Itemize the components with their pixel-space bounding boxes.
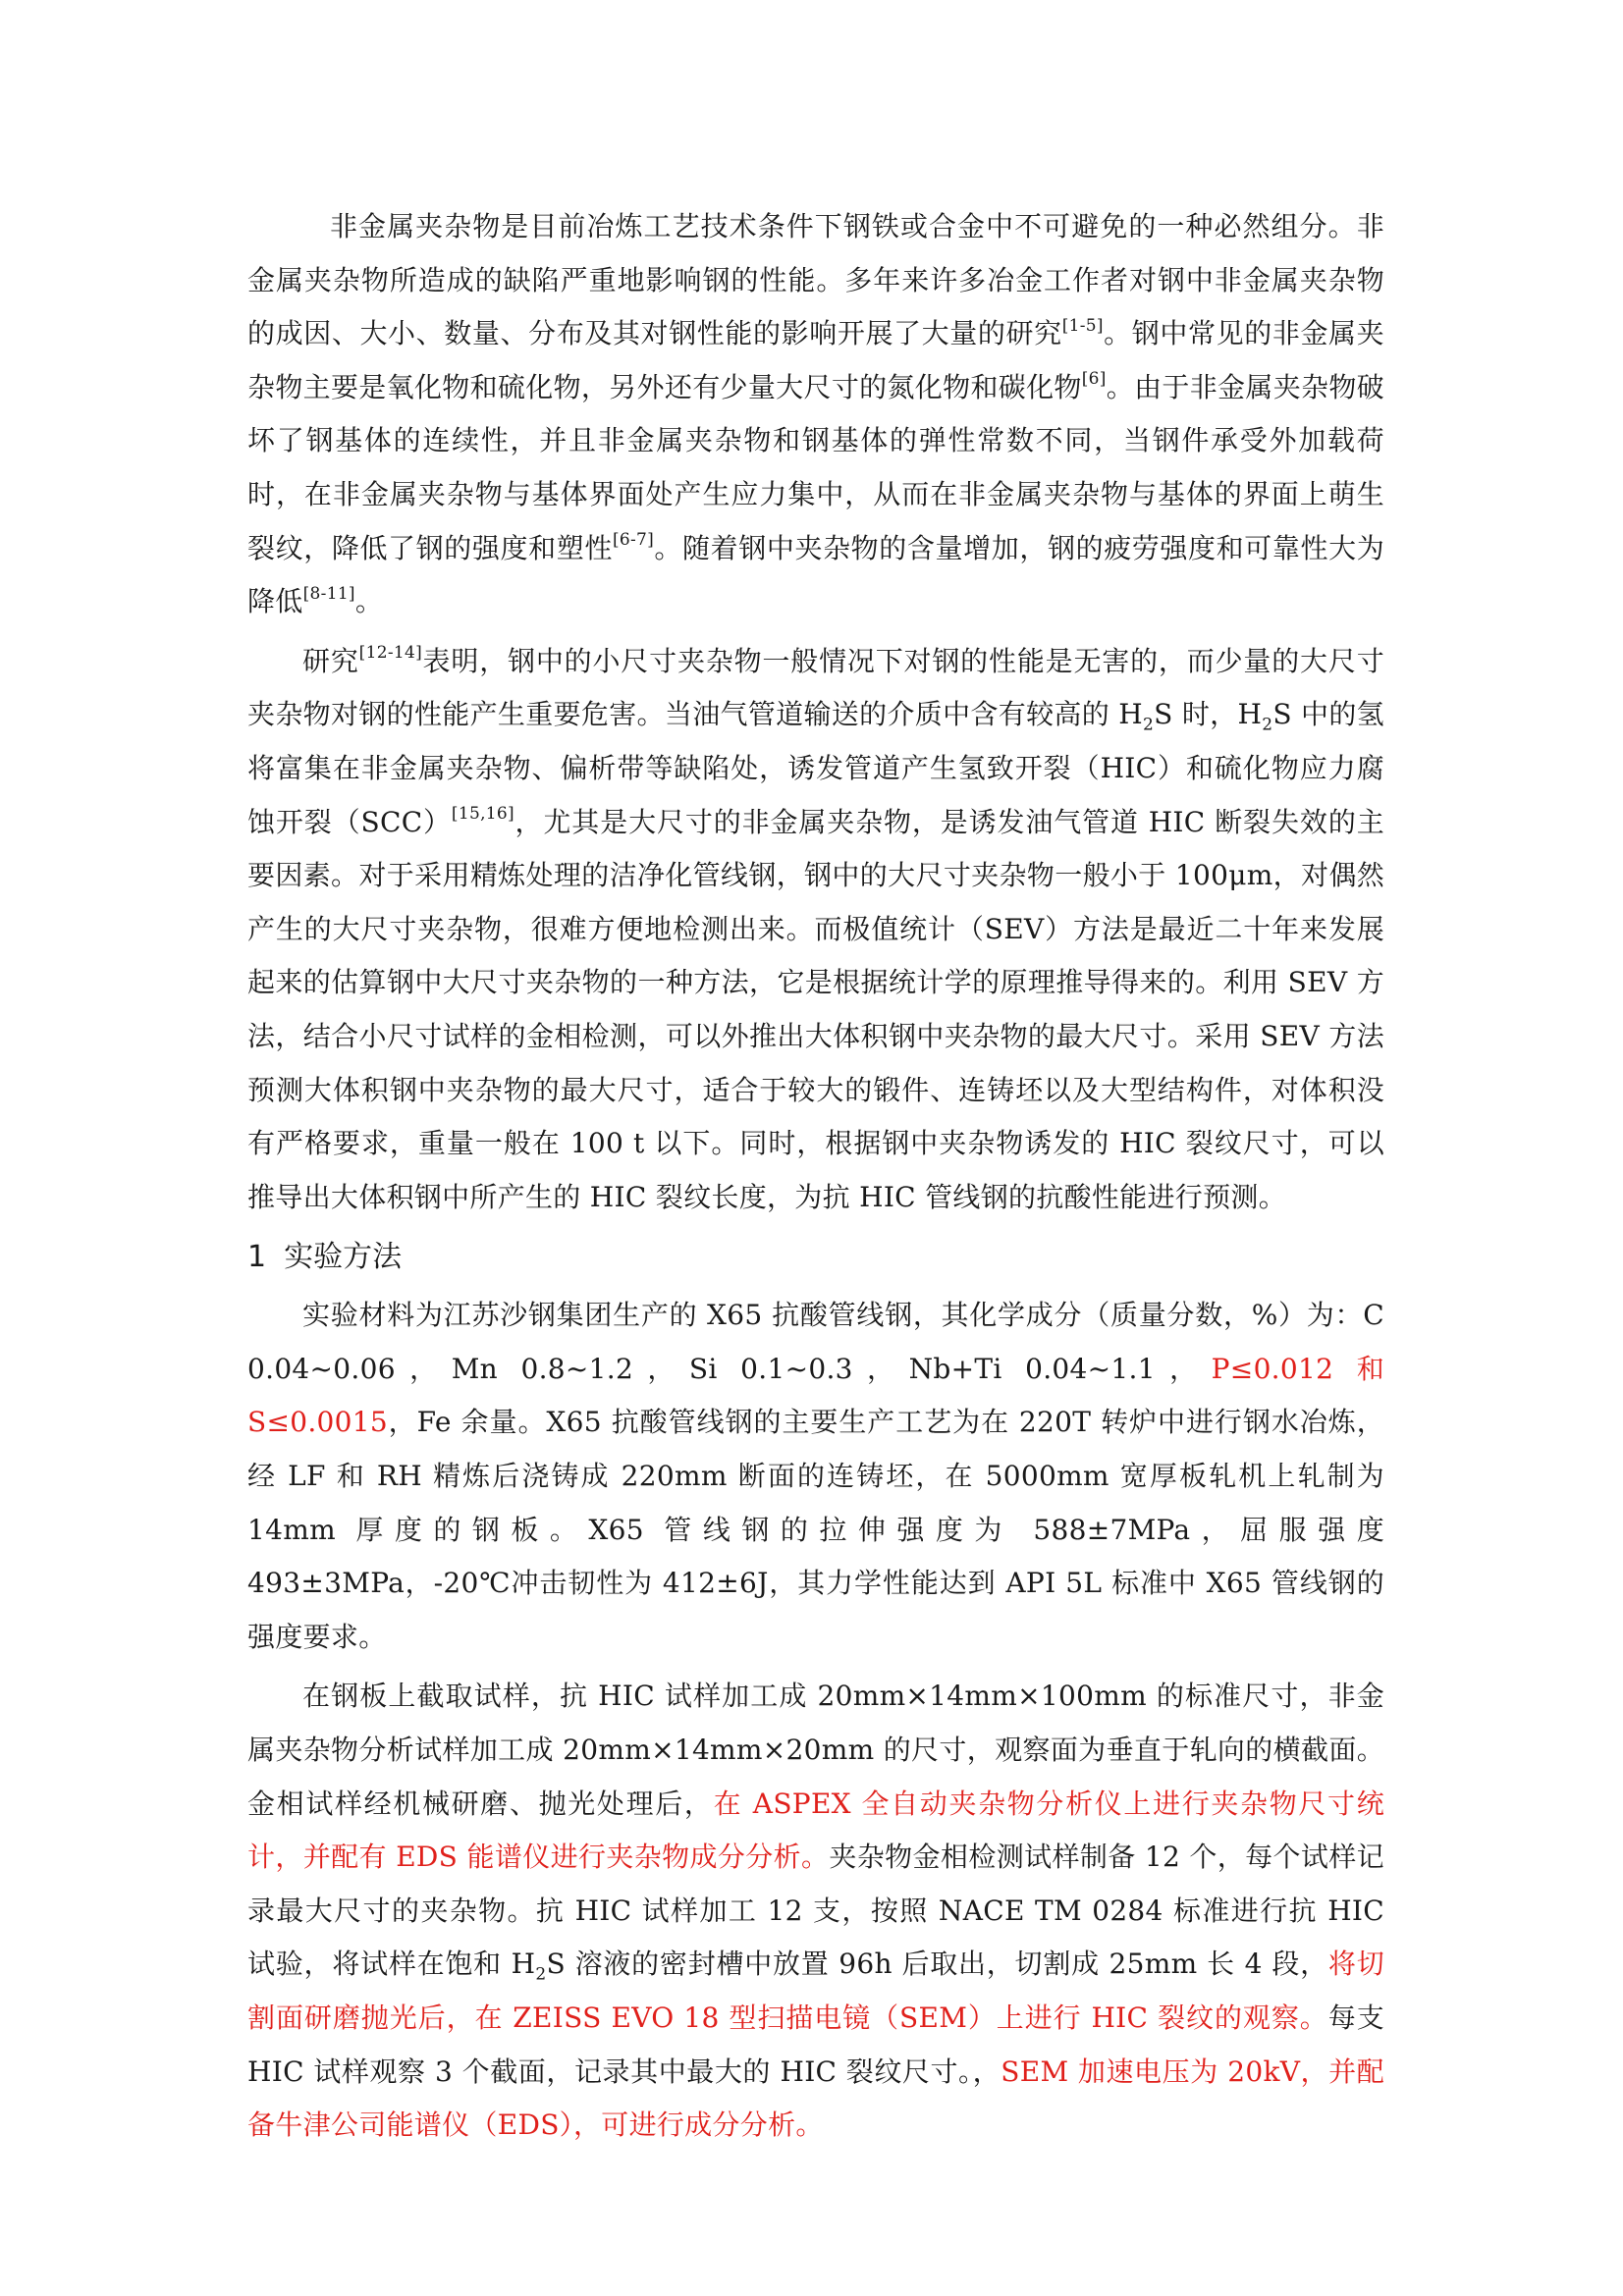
paragraph-specimens bbox=[247, 1670, 1384, 2152]
citation-ref: [12-14] bbox=[358, 643, 423, 664]
paragraph-research-sev bbox=[247, 635, 1384, 1225]
text-run: 。由于非金属夹杂物破坏了钢基体的连续性，并且非金属夹杂物和钢基体的弹性常数不同，当钢件承受外加载荷时，在非金属夹杂物与基体界面处产生应力集中，从而在非金属夹杂物与基体的界面上萌生裂纹，降低了钢的强度和塑性 bbox=[247, 370, 1384, 564]
citation-ref: [6-7] bbox=[612, 530, 655, 551]
citation-ref: [15,16] bbox=[451, 804, 514, 825]
text-run: 每支 HIC 试样观察 3 个截面，记录其中最大的 HIC 裂纹尺寸。， bbox=[247, 2002, 1384, 2088]
text-run: S 溶液的密封槽中放置 96h 后取出，切割成 25mm 长 4 段， bbox=[546, 1948, 1328, 1981]
citation-ref: [6] bbox=[1081, 369, 1107, 390]
section-title: 实验方法 bbox=[284, 1240, 403, 1275]
paragraph-materials bbox=[247, 1289, 1384, 1664]
text-run: 实验材料为江苏沙钢集团生产的 X65 抗酸管线钢，其化学成分（质量分数，%）为：C 0.04~0.06，Mn 0.8~1.2，Si 0.1~0.3，Nb+Ti 0.04~1.1， bbox=[247, 1299, 1384, 1385]
text-run: 非金属夹杂物是目前冶炼工艺技术条件下钢铁或合金中不可避免的一种必然组分。非金属夹杂物所造成的缺陷严重地影响钢的性能。多年来许多冶金工作者对钢中非金属夹杂物的成因、大小、数量、分布及其对钢性能的影响开展了大量的研究 bbox=[247, 210, 1384, 350]
subscript: 2 bbox=[1262, 715, 1273, 735]
text-run: ，尤其是大尺寸的非金属夹杂物，是诱发油气管道 HIC 断裂失效的主要因素。对于采用精炼处理的洁净化管线钢，钢中的大尺寸夹杂物一般小于 100μm，对偶然产生的大尺寸夹杂物，很难方便地检测出来。而极值统计（SEV）方法是最近二十年来发展起来的估算钢中大尺寸夹杂物的一种方法，它是根据统计学的原理推导得来的。利用 SEV 方法，结合小尺寸试样的金相检测，可以外推出大体积钢中夹杂物的最大尺寸。采用 SEV 方法预测大体积钢中夹杂物的最大尺寸，适合于较大的锻件、连铸坯以及大型结构件，对体积没有严格要求，重量一般在 100 t 以下。同时，根据钢中夹杂物诱发的 HIC 裂纹尺寸，可以推导出大体积钢中所产生的 HIC 裂纹长度，为抗 HIC 管线钢的抗酸性能进行预测。 bbox=[247, 805, 1384, 1213]
text-run: 。 bbox=[354, 585, 384, 618]
document-page bbox=[247, 200, 1384, 2159]
subscript: 2 bbox=[535, 1965, 547, 1985]
citation-ref: [8-11] bbox=[302, 583, 355, 604]
text-run: 在钢板上截取试样，抗 HIC 试样加工成 20mm×14mm×100mm 的标准尺寸，非金属夹杂物分析试样加工成 20mm×14mm×20mm 的尺寸，观察面为垂直于轧向的横截面。金相试样经机械研磨、抛光处理后， bbox=[247, 1680, 1384, 1820]
highlighted-text: SEM 加速电压为 20kV，并配备牛津公司能谱仪（EDS），可进行成分分析。 bbox=[247, 2055, 1384, 2142]
citation-ref: [1-5] bbox=[1061, 315, 1104, 336]
text-run: 。钢中常见的非金属夹杂物主要是氧化物和硫化物，另外还有少量大尺寸的氮化物和碳化物 bbox=[247, 317, 1384, 403]
text-run: 夹杂物金相检测试样制备 12 个，每个试样记录最大尺寸的夹杂物。抗 HIC 试样加工 12 支，按照 NACE TM 0284 标准进行抗 HIC 试验，将试样在饱和 H bbox=[247, 1841, 1384, 1981]
subscript: 2 bbox=[1143, 715, 1155, 735]
section-heading-methods bbox=[247, 1230, 1384, 1285]
section-number: 1 bbox=[247, 1240, 267, 1275]
paragraph-intro-inclusions bbox=[247, 200, 1384, 629]
text-run: 。随着钢中夹杂物的含量增加，钢的疲劳强度和可靠性大为降低 bbox=[247, 531, 1384, 618]
text-run: S 时，H bbox=[1154, 698, 1263, 731]
highlighted-text: 将切割面研磨抛光后，在 ZEISS EVO 18 型扫描电镜（SEM）上进行 HIC 裂纹的观察。 bbox=[247, 1948, 1384, 2034]
text-run: S 中的氢将富集在非金属夹杂物、偏析带等缺陷处，诱发管道产生氢致开裂（HIC）和硫化物应力腐蚀开裂（SCC） bbox=[247, 698, 1384, 838]
highlighted-text: P≤0.012 和 S≤0.0015 bbox=[247, 1352, 1385, 1439]
highlighted-text: 在 ASPEX 全自动夹杂物分析仪上进行夹杂物尺寸统计，并配有 EDS 能谱仪进行夹杂物成分分析。 bbox=[247, 1787, 1385, 1874]
text-run: ，Fe 余量。X65 抗酸管线钢的主要生产工艺为在 220T 转炉中进行钢水冶炼，经 LF 和 RH 精炼后浇铸成 220mm 断面的连铸坯，在 5000mm 宽厚板轧机上轧制为 14mm 厚度的钢板。X65 管线钢的拉伸强度为 588±7MPa，屈服强度 493±3MPa，-20℃冲击韧性为 412±6J，其力学性能达到 API 5L 标准中 X65 管线钢的强度要求。 bbox=[247, 1406, 1384, 1653]
text-run: 表明，钢中的小尺寸夹杂物一般情况下对钢的性能是无害的，而少量的大尺寸夹杂物对钢的性能产生重要危害。当油气管道输送的介质中含有较高的 H bbox=[247, 644, 1384, 731]
text-run: 研究 bbox=[302, 644, 359, 677]
